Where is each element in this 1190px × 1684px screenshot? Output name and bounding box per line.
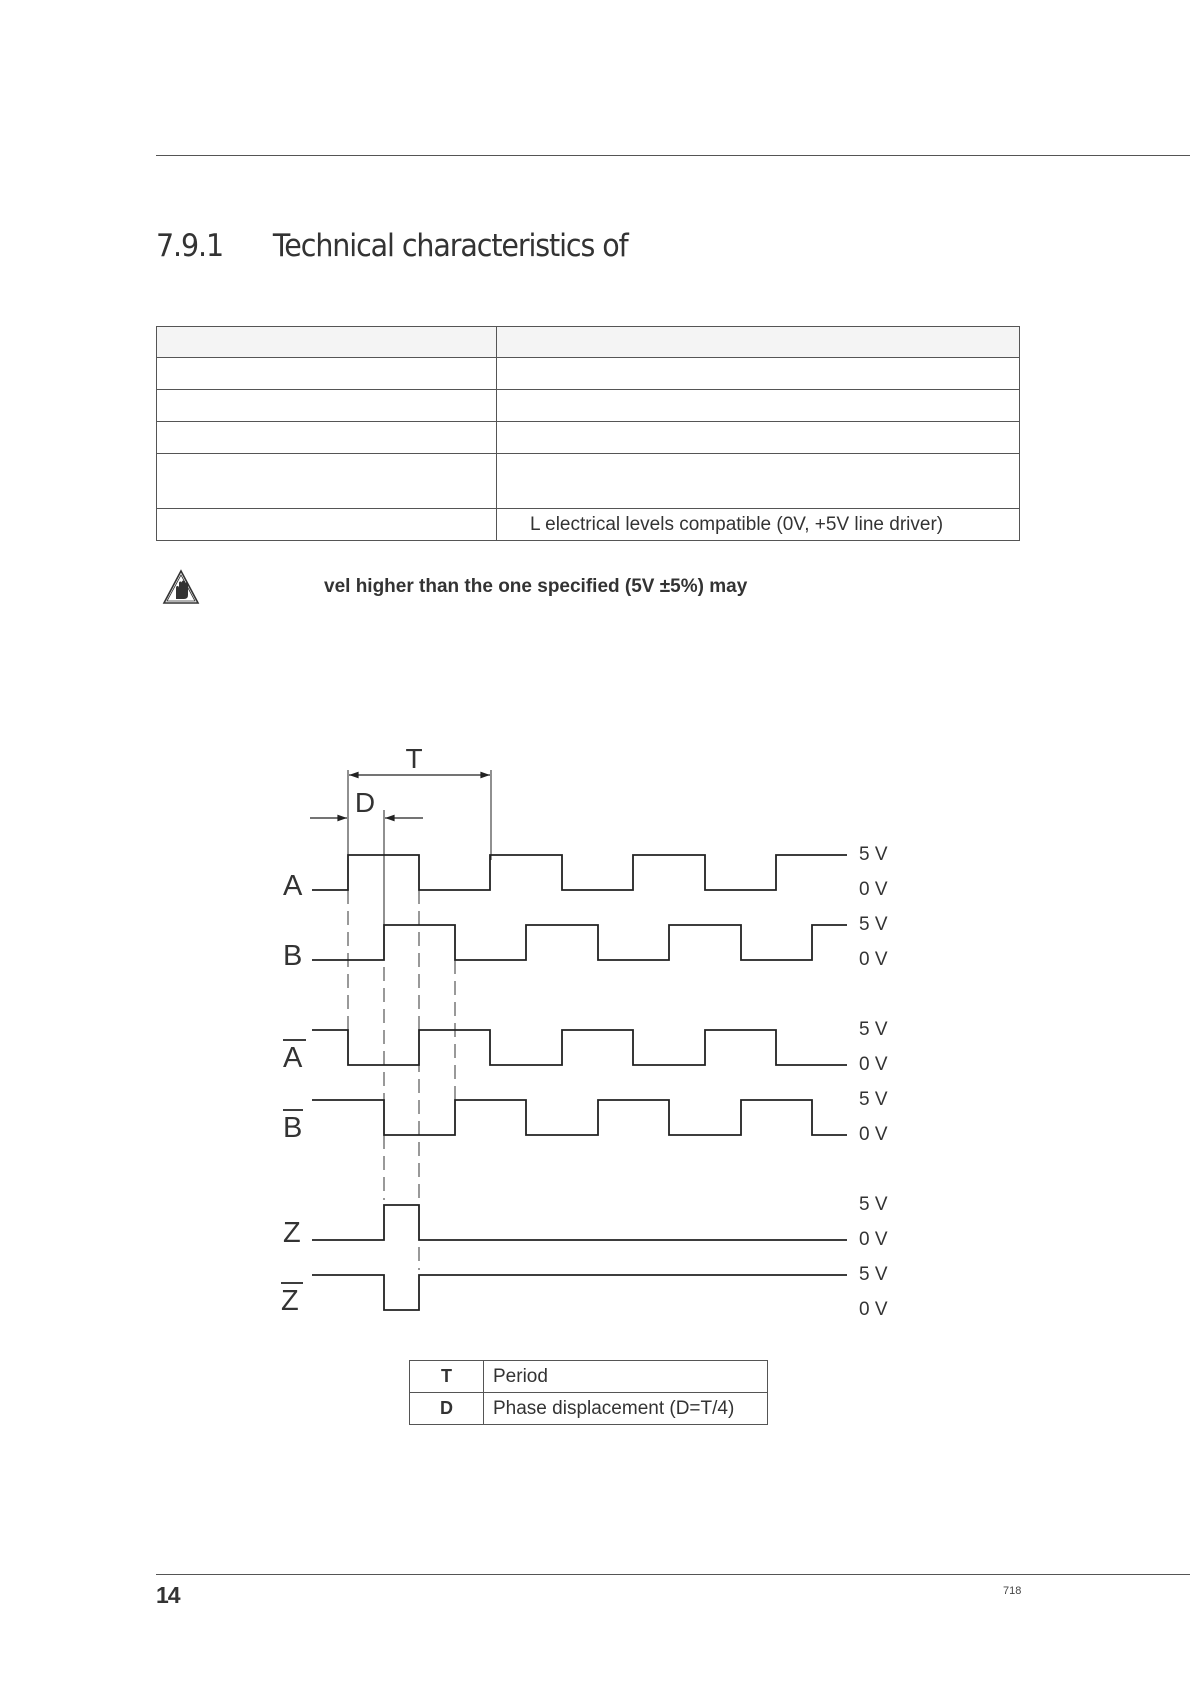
voltage-high-b-inverted: 5 V xyxy=(859,1089,888,1110)
voltage-high-z: 5 V xyxy=(859,1194,888,1215)
voltage-high-z-inverted: 5 V xyxy=(859,1264,888,1285)
waveform-a-inverted xyxy=(312,1030,847,1065)
alignment-dashes xyxy=(348,890,455,1270)
spec-cell-electrical-levels: L electrical levels compatible (0V, +5V line driver) xyxy=(497,509,1020,541)
phase-label: D xyxy=(354,787,376,818)
legend-row xyxy=(410,1393,768,1425)
legend-description: Period xyxy=(484,1361,768,1393)
legend-key: T xyxy=(410,1361,484,1393)
signal-name-b-inverted: B xyxy=(283,1112,303,1144)
waveform-b xyxy=(312,925,847,960)
voltage-high-a: 5 V xyxy=(859,844,888,865)
waveform-z-inverted xyxy=(312,1275,847,1310)
voltage-low-a-inverted: 0 V xyxy=(859,1054,888,1075)
voltage-high-b: 5 V xyxy=(859,914,888,935)
legend-description: Phase displacement (D=T/4) xyxy=(484,1393,768,1425)
waveform-b-inverted xyxy=(312,1100,847,1135)
footer-rule xyxy=(156,1574,1190,1575)
signal-name-a: A xyxy=(283,870,303,902)
period-label: T xyxy=(405,743,423,774)
waveform-z xyxy=(312,1205,847,1240)
legend-row xyxy=(410,1361,768,1393)
voltage-low-a: 0 V xyxy=(859,879,888,900)
signal-name-z-inverted: Z xyxy=(281,1285,299,1317)
voltage-high-a-inverted: 5 V xyxy=(859,1019,888,1040)
section-number: 7.9.1 xyxy=(156,228,224,264)
voltage-low-b: 0 V xyxy=(859,949,888,970)
warning-text: vel higher than the one specified (5V ±5%) may xyxy=(324,576,748,597)
section-title: Technical characteristics of xyxy=(272,228,628,264)
signal-name-z: Z xyxy=(283,1217,301,1249)
phase-dimension xyxy=(310,787,423,928)
signal-name-b: B xyxy=(283,940,303,972)
page-number: 14 xyxy=(156,1582,180,1608)
legend-key: D xyxy=(410,1393,484,1425)
legend-table xyxy=(409,1360,768,1425)
signal-name-a-inverted: A xyxy=(283,1042,303,1074)
waveform-a xyxy=(312,855,847,890)
voltage-low-z: 0 V xyxy=(859,1229,888,1250)
document-code: 718 xyxy=(1003,1585,1022,1597)
voltage-low-b-inverted: 0 V xyxy=(859,1124,888,1145)
voltage-low-z-inverted: 0 V xyxy=(859,1299,888,1320)
